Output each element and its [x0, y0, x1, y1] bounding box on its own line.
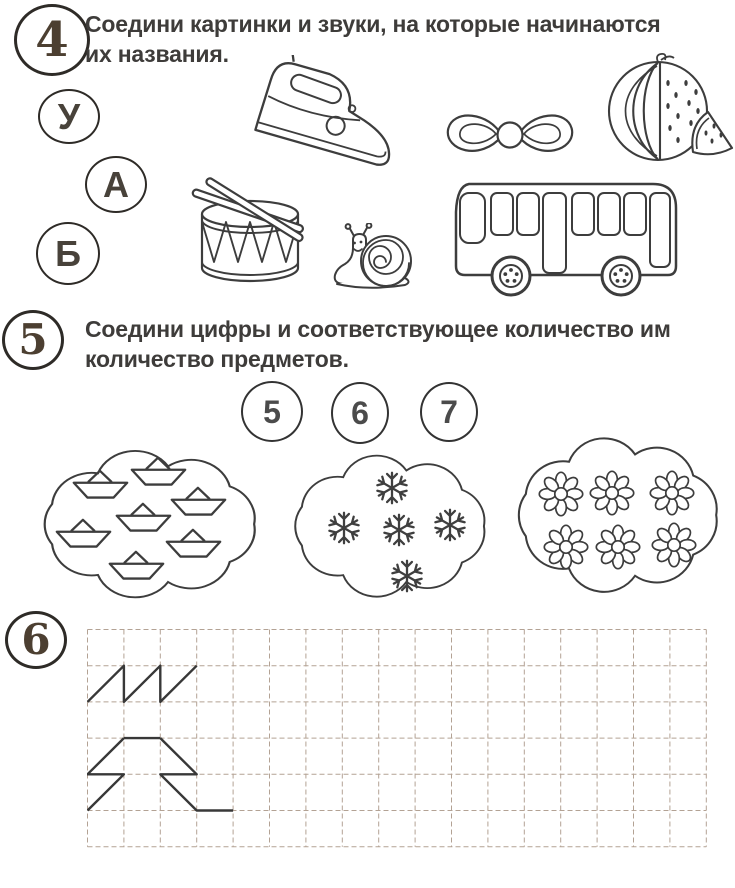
digit-7: 7: [440, 394, 458, 430]
task5-instruction: [85, 315, 671, 374]
letter-circle-a: [85, 156, 147, 213]
flower-icon: [590, 471, 633, 514]
snail-picture: [323, 223, 415, 293]
letter-a: А: [103, 163, 129, 205]
drum-picture: [183, 176, 321, 300]
bow-picture: [440, 100, 580, 172]
letter-circle-u: [38, 89, 100, 144]
task4-instruction-line1: Соедини картинки и звуки, на которые начинаются: [85, 11, 661, 37]
digit-circle-6: [331, 382, 389, 444]
task6-number-circle: [5, 611, 67, 669]
bus-wheel: [492, 257, 530, 295]
task6-number: 6: [21, 615, 51, 664]
bus-picture: [447, 176, 685, 302]
task5-number: 5: [18, 315, 48, 364]
iron-picture: [250, 55, 428, 193]
task5-number-circle: [2, 310, 64, 370]
digit-circle-7: [420, 382, 478, 442]
cloud-flowers: [505, 430, 733, 602]
flower-icon: [650, 471, 693, 514]
task5-instruction-line2: количество предметов.: [85, 345, 349, 372]
cloud-snowflakes: [282, 448, 500, 606]
flower-icon: [544, 525, 587, 568]
digit-circle-5: [241, 381, 303, 442]
digit-6: 6: [351, 395, 369, 431]
cloud-paper-boats: [30, 443, 272, 607]
grid-lines: [88, 630, 707, 847]
flower-icon: [596, 525, 639, 568]
zigzag-figure: [88, 666, 197, 702]
flower-icon: [539, 472, 582, 515]
task4-number: 4: [35, 12, 69, 68]
letter-b: Б: [55, 232, 81, 274]
watermelon-picture: [598, 52, 735, 164]
flower-icon: [652, 523, 695, 566]
task4-instruction-line2: их названия.: [85, 40, 229, 67]
digit-5: 5: [263, 393, 281, 430]
bus-wheel: [602, 257, 640, 295]
task4-number-circle: [14, 4, 90, 76]
letter-u: У: [57, 95, 81, 137]
task5-instruction-line1: Соедини цифры и соответствующее количество им: [85, 316, 671, 342]
letter-circle-b: [36, 222, 100, 285]
practice-grid: [87, 629, 707, 848]
